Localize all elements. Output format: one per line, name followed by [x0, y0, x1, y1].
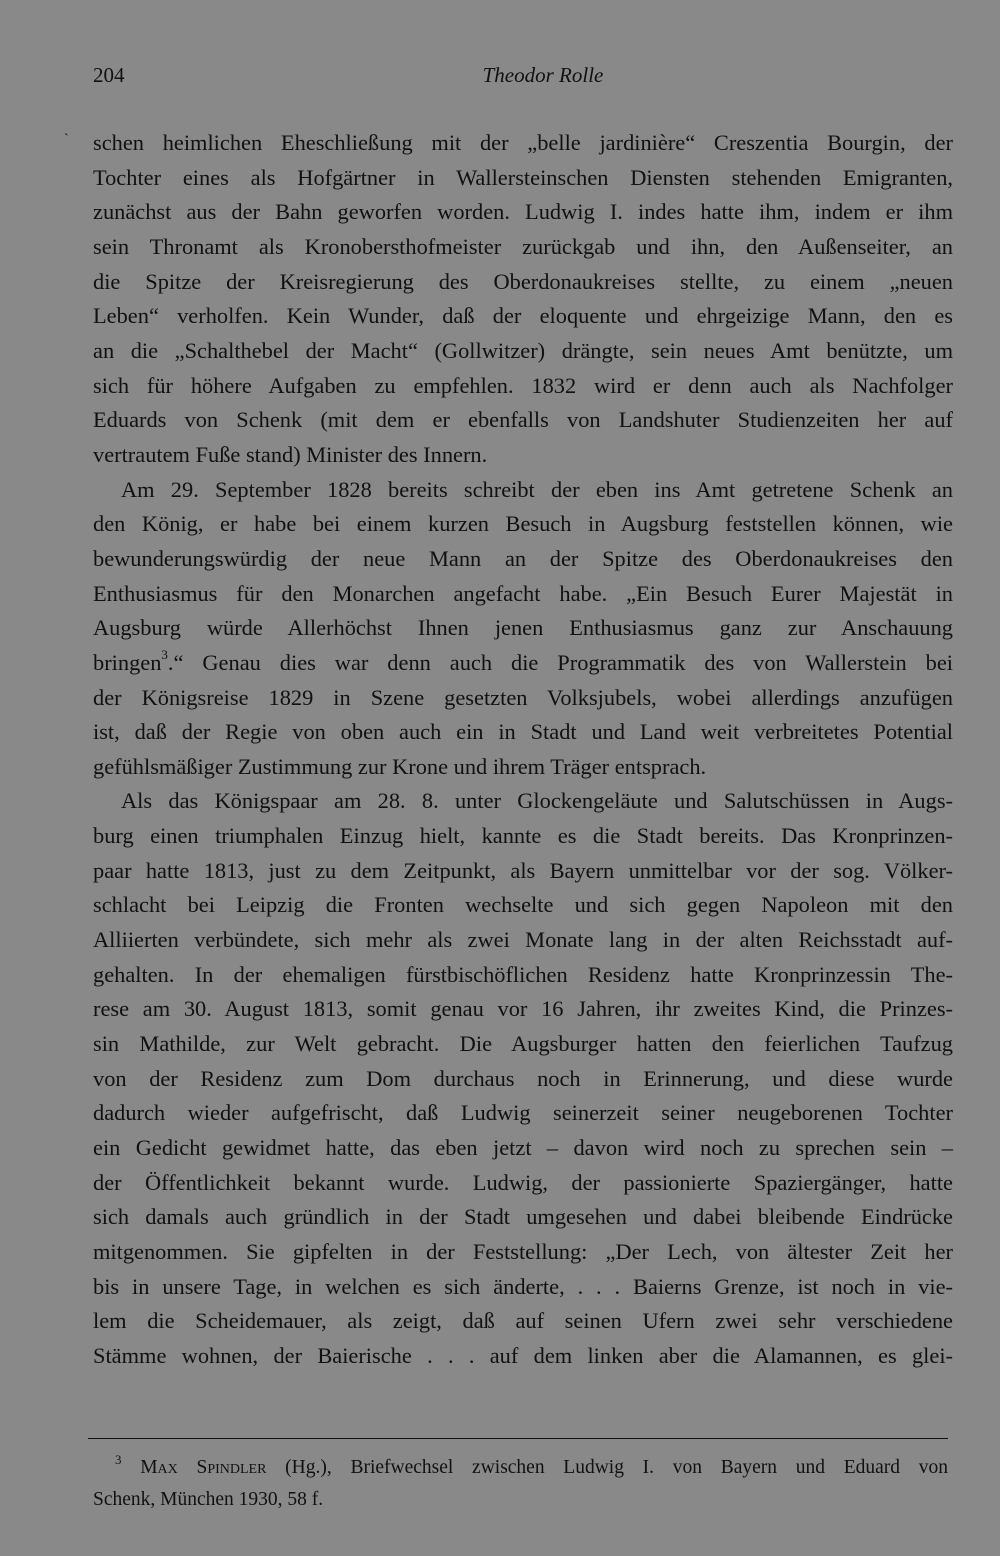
running-title: Theodor Rolle	[482, 63, 604, 87]
text-line: der Königsreise 1829 in Szene gesetzten Volksjubels, wobei allerdings anzufügen	[93, 684, 953, 710]
text-line: sin Mathilde, zur Welt gebracht. Die Augsburger hatten den feierlichen Taufzug	[93, 1031, 953, 1057]
footnote-reference[interactable]: 3	[161, 647, 168, 663]
text-line: an die „Schalthebel der Macht“ (Gollwitzer) drängte, sein neues Amt benützte, um	[93, 337, 953, 363]
text-line: die Spitze der Kreisregierung des Oberdonaukreises stellte, zu einem „neuen	[93, 268, 953, 294]
paragraph-2	[93, 473, 953, 785]
text-line-with-footnote-ref	[93, 646, 953, 681]
footnote-divider	[88, 1438, 948, 1439]
running-head	[93, 60, 953, 90]
text-line: Alliierten verbündete, sich mehr als zwei Monate lang in der alten Reichsstadt auf-	[93, 927, 953, 953]
text-line: burg einen triumphalen Einzug hielt, kannte es die Stadt bereits. Das Kronprinzen-	[93, 823, 953, 849]
footnote	[93, 1452, 948, 1516]
text-line: rese am 30. August 1813, somit genau vor 16 Jahren, ihr zweites Kind, die Prinzes-	[93, 996, 953, 1022]
paragraph-3	[93, 784, 953, 1373]
paragraph-1	[93, 126, 953, 473]
text-line: gehalten. In der ehemaligen fürstbischöflichen Residenz hatte Kronprinzessin The-	[93, 961, 953, 987]
text-line: Enthusiasmus für den Monarchen angefacht habe. „Ein Besuch Eurer Majestät in	[93, 580, 953, 606]
text-line: sich damals auch gründlich in der Stadt umgesehen und dabei bleibende Eindrücke	[93, 1204, 953, 1230]
text-line: Am 29. September 1828 bereits schreibt der eben ins Amt getretene Schenk an	[121, 476, 953, 502]
text-line: Stämme wohnen, der Baierische . . . auf dem linken aber die Alamannen, es glei-	[93, 1342, 953, 1368]
margin-mark: ˋ	[64, 132, 69, 147]
text-line: paar hatte 1813, just zu dem Zeitpunkt, als Bayern unmittelbar vor der sog. Völker-	[93, 857, 953, 883]
text-line: Leben“ verholfen. Kein Wunder, daß der eloquente und ehrgeizige Mann, den es	[93, 303, 953, 329]
text-line: bewunderungswürdig der neue Mann an der Spitze des Oberdonaukreises den	[93, 545, 953, 571]
text-line: lem die Scheidemauer, als zeigt, daß auf seinen Ufern zwei sehr verschiedene	[93, 1308, 953, 1334]
text-line: sein Thronamt als Kronobersthofmeister zurückgab und ihn, den Außenseiter, an	[93, 233, 953, 259]
text-line: dadurch wieder aufgefrischt, daß Ludwig seinerzeit seiner neugeborenen Tochter	[93, 1100, 953, 1126]
text-line: ist, daß der Regie von oben auch ein in Stadt und Land weit verbreitetes Potential	[93, 719, 953, 745]
text-line: Eduards von Schenk (mit dem er ebenfalls von Landshuter Studienzeiten her auf	[93, 407, 953, 433]
text-line: Augsburg würde Allerhöchst Ihnen jenen Enthusiasmus ganz zur Anschauung	[93, 615, 953, 641]
text-line: vertrautem Fuße stand) Minister des Innern.	[93, 441, 488, 467]
text-line: der Öffentlichkeit bekannt wurde. Ludwig, der passionierte Spaziergänger, hatte	[93, 1169, 953, 1195]
text-line: gefühlsmäßiger Zustimmung zur Krone und ihrem Träger entsprach.	[93, 753, 707, 779]
footnote-author: Max Spindler	[140, 1457, 267, 1478]
text-line: Tochter eines als Hofgärtner in Wallersteinschen Diensten stehenden Emigranten,	[93, 164, 953, 190]
text-line: sich für höhere Aufgaben zu empfehlen. 1832 wird er denn auch als Nachfolger	[93, 372, 953, 398]
footnote-number: 3	[115, 1451, 122, 1467]
footnote-text: (Hg.), Briefwechsel zwischen Ludwig I. von Bayern und Eduard von	[266, 1457, 948, 1478]
footnote-line	[93, 1452, 948, 1484]
text-line: Als das Königspaar am 28. 8. unter Glockengeläute und Salutschüssen in Augs-	[121, 788, 953, 814]
body-text	[93, 126, 953, 1374]
footnote-line: Schenk, München 1930, 58 f.	[93, 1489, 324, 1510]
text-line: von der Residenz zum Dom durchaus noch in Erinnerung, und diese wurde	[93, 1065, 953, 1091]
text-fragment: .“ Genau dies war denn auch die Programmatik des von Wallerstein bei	[167, 649, 953, 675]
text-line: ein Gedicht gewidmet hatte, das eben jetzt – davon wird noch zu sprechen sein –	[93, 1135, 953, 1161]
text-line: schen heimlichen Eheschließung mit der „belle jardinière“ Creszentia Bourgin, der	[93, 130, 953, 155]
text-line: schlacht bei Leipzig die Fronten wechselte und sich gegen Napoleon mit den	[93, 892, 953, 918]
page-number: 204	[93, 63, 125, 87]
text-line: mitgenommen. Sie gipfelten in der Feststellung: „Der Lech, von ältester Zeit her	[93, 1239, 953, 1264]
text-fragment: bringen	[93, 649, 162, 675]
text-line: zunächst aus der Bahn geworfen worden. Ludwig I. indes hatte ihm, indem er ihm	[93, 199, 953, 225]
text-line: bis in unsere Tage, in welchen es sich änderte, . . . Baierns Grenze, ist noch in vie-	[93, 1273, 953, 1299]
text-line: den König, er habe bei einem kurzen Besuch in Augsburg feststellen können, wie	[93, 511, 953, 537]
